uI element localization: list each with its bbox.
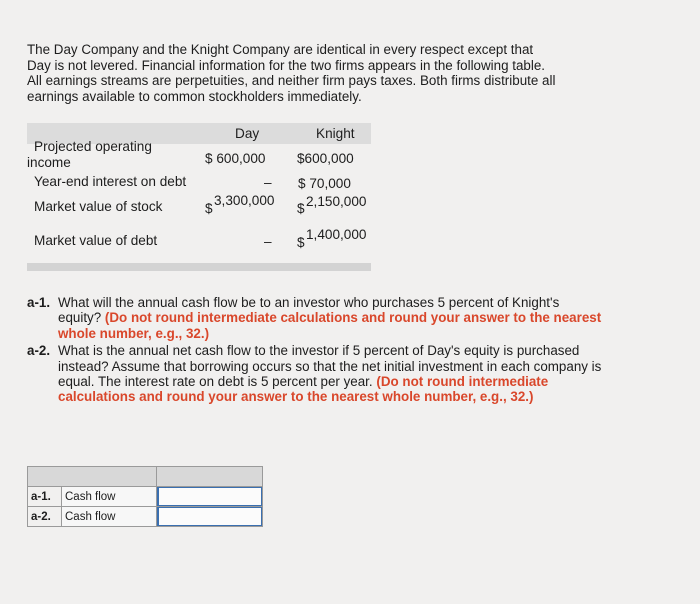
answer-label: Cash flow bbox=[62, 507, 157, 527]
answer-row-a2 bbox=[28, 507, 263, 527]
answer-table bbox=[27, 466, 263, 527]
problem-intro bbox=[27, 42, 607, 104]
knight-stock-dollar: $ bbox=[297, 201, 305, 216]
day-stock-dollar: $ bbox=[205, 201, 213, 216]
question-text: What is the annual net cash flow to the investor if 5 percent of Day's equity is purchased instead? Assume that borrowing occurs so that the net initial investment in each company is equal. The interest rate on debt is 5 percent per year. bbox=[58, 343, 602, 390]
answer-number: a-1. bbox=[28, 487, 62, 507]
question-number: a-1. bbox=[27, 295, 51, 310]
column-header-day: Day bbox=[235, 126, 260, 141]
question-a1 bbox=[27, 295, 602, 341]
knight-debt-dollar: $ bbox=[297, 235, 305, 250]
table-footer-bar bbox=[27, 263, 371, 271]
question-a2 bbox=[27, 343, 602, 405]
questions bbox=[27, 295, 602, 407]
row-label-stock-value: Market value of stock bbox=[34, 199, 163, 214]
day-operating-income: $ 600,000 bbox=[205, 151, 266, 166]
day-stock-value: 3,300,000 bbox=[214, 193, 275, 208]
knight-interest: $ 70,000 bbox=[298, 176, 351, 191]
answer-label: Cash flow bbox=[62, 487, 157, 507]
day-interest: – bbox=[264, 175, 272, 190]
intro-line: All earnings streams are perpetuities, and neither firm pays taxes. Both firms distribute all bbox=[27, 73, 556, 89]
intro-line: earnings available to common stockholders immediately. bbox=[27, 88, 362, 104]
row-label-operating-income-cont: income bbox=[27, 155, 71, 170]
question-number: a-2. bbox=[27, 343, 51, 359]
knight-debt-value: 1,400,000 bbox=[306, 227, 367, 242]
cash-flow-a2-input[interactable] bbox=[157, 507, 262, 526]
day-debt: – bbox=[264, 234, 272, 249]
intro-line: The Day Company and the Knight Company are identical in every respect except that bbox=[27, 42, 534, 57]
answer-number: a-2. bbox=[28, 507, 62, 527]
column-header-knight: Knight bbox=[316, 126, 355, 141]
cash-flow-a1-input[interactable] bbox=[157, 487, 262, 506]
answer-table-header bbox=[28, 467, 263, 487]
question-text: What will the annual cash flow be to an investor who purchases 5 percent of Knight's equity? bbox=[58, 295, 560, 326]
knight-operating-income: $600,000 bbox=[297, 151, 354, 166]
question-instructions: (Do not round intermediate calculations and round your answer to the nearest whole number, e.g., 32.) bbox=[58, 374, 549, 405]
question-instructions: (Do not round intermediate calculations and round your answer to the nearest whole number, e.g., 32.) bbox=[58, 310, 602, 341]
row-label-operating-income: Projected operating bbox=[34, 139, 152, 154]
financial-info-table bbox=[27, 122, 371, 272]
knight-stock-value: 2,150,000 bbox=[306, 194, 367, 209]
intro-line: Day is not levered. Financial information for the two firms appears in the following table. bbox=[27, 57, 546, 73]
row-label-debt-value: Market value of debt bbox=[34, 233, 158, 248]
answer-row-a1 bbox=[28, 487, 263, 507]
row-label-interest: Year-end interest on debt bbox=[34, 174, 187, 189]
